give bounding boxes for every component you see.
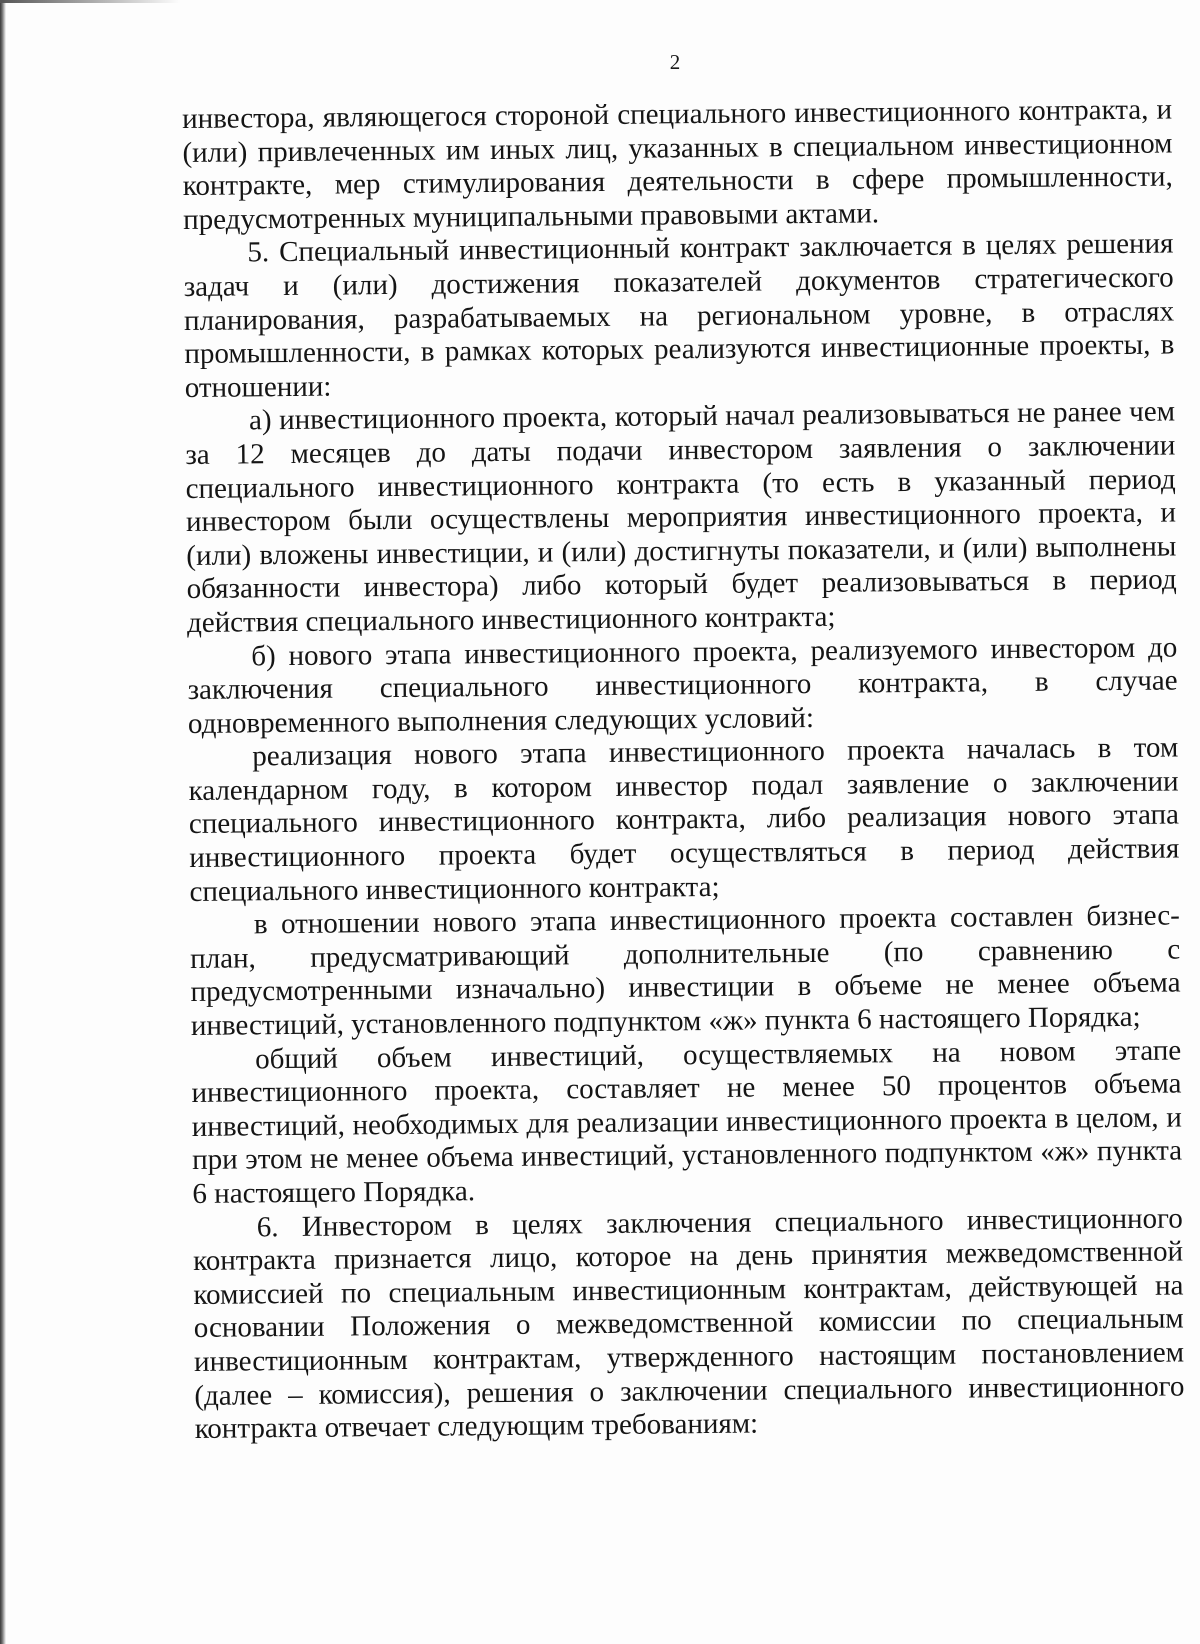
paragraph-subitem-a: а) инвестиционного проекта, который начал реализовываться не ранее чем за 12 месяцев до даты подачи инвестором заявления о заключении специального инвестиционного контракта (то есть в указанный период инвестором были осуществлены мероприятия инвестиционного проекта, и (или) вложены инвестиции, и (или) достигнуты показатели, и (или) выполнены обязанности инвестора) либо который будет реализовываться в период действия специального инвестиционного контракта;: [185, 395, 1177, 639]
paragraph-item-5: 5. Специальный инвестиционный контракт заключается в целях решения задач и (или) достижения показателей документов стратегического планирования, разрабатываемых на региональном уровне, в отраслях промышленности, в рамках которых реализуются инвестиционные проекты, в отношении:: [183, 227, 1175, 404]
paragraph-continuation: инвестора, являющегося стороной специального инвестиционного контракта, и (или) привлеченных им иных лиц, указанных в специальном инвестиционном контракте, мер стимулирования деятельности в сфере промышленности, предусмотренных муниципальными правовыми актами.: [182, 93, 1173, 236]
paragraph-subitem-b: б) нового этапа инвестиционного проекта, реализуемого инвестором до заключения специального инвестиционного контракта, в случае одновременного выполнения следующих условий:: [187, 630, 1178, 740]
paragraph-item-6: 6. Инвестором в целях заключения специального инвестиционного контракта признается лицо, которое на день принятия межведомственной комиссией по специальным инвестиционным контрактам, действующей на основании Положения о межведомственной комиссии по специальным инвестиционным контрактам, утвержденного настоящим постановлением (далее – комиссия), решения о заключении специального инвестиционного контракта отвечает следующим требованиям:: [192, 1202, 1185, 1446]
paragraph-condition-3: общий объем инвестиций, осуществляемых на новом этапе инвестиционного проекта, составляет не менее 50 процентов объема инвестиций, необходимых для реализации инвестиционного проекта в целом, и при этом не менее объема инвестиций, установленного подпунктом «ж» пункта 6 настоящего Порядка.: [191, 1034, 1183, 1210]
document-body: [182, 93, 1185, 1446]
page-number: 2: [669, 50, 681, 74]
scan-corner: [0, 0, 180, 3]
paragraph-condition-1: реализация нового этапа инвестиционного проекта началась в том календарном году, в котором инвестор подал заявление о заключении специального инвестиционного контракта, либо реализация нового этапа инвестиционного проекта будет осуществляться в период действия специального инвестиционного контракта;: [188, 731, 1180, 908]
scan-edge: [0, 0, 6, 1644]
paragraph-condition-2: в отношении нового этапа инвестиционного проекта составлен бизнес-план, предусматривающий дополнительные (по сравнению с предусмотренными изначально) инвестиции в объеме не менее объема инвестиций, установленного подпунктом «ж» пункта 6 настоящего Порядка;: [190, 899, 1181, 1042]
